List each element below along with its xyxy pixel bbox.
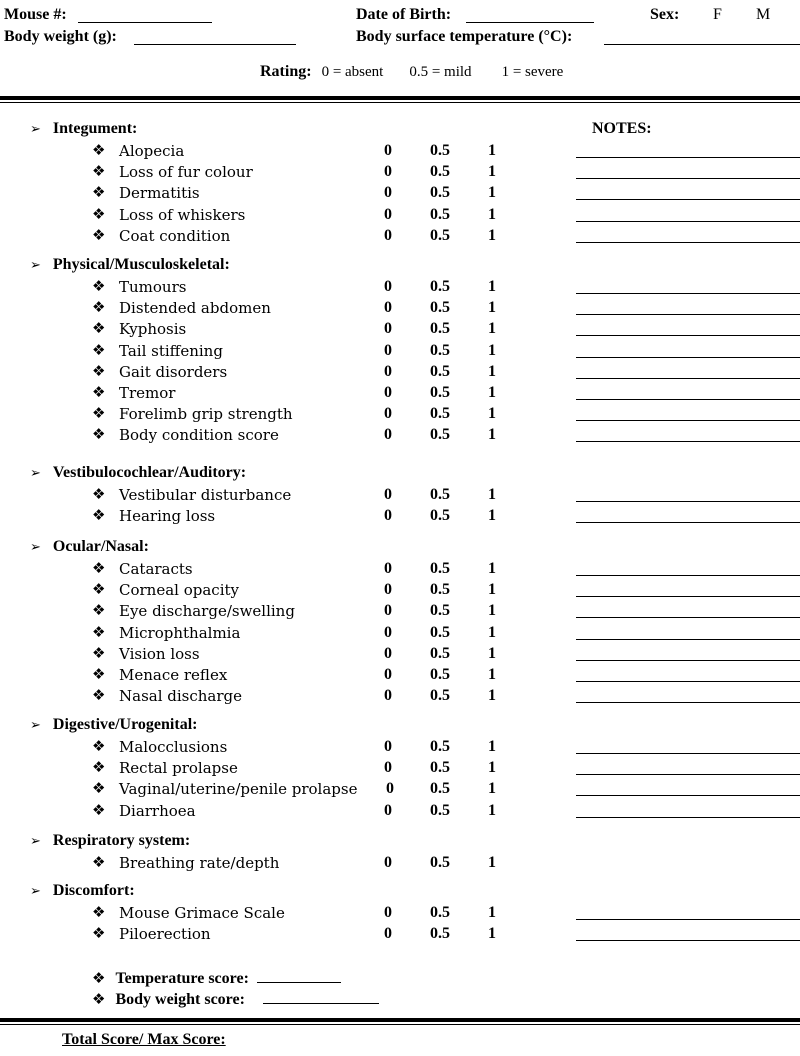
diamond-bullet-icon: ❖ (92, 506, 106, 525)
item-label: Dermatitis (119, 184, 200, 203)
section-title: Ocular/Nasal: (52, 538, 149, 555)
item-label: Nasal discharge (119, 687, 243, 706)
notes-line[interactable] (576, 753, 800, 754)
score-option-mild[interactable]: 0.5 (430, 507, 450, 525)
notes-label: NOTES: (592, 120, 652, 137)
sex-label: Sex: (650, 6, 680, 23)
score-option-mild[interactable]: 0.5 (430, 184, 450, 202)
notes-line[interactable] (576, 293, 800, 294)
score-option-mild[interactable]: 0.5 (430, 341, 450, 359)
diamond-bullet-icon: ❖ (92, 758, 106, 777)
score-option-absent[interactable]: 0 (384, 687, 392, 705)
section-header (30, 538, 149, 556)
score-option-absent[interactable]: 0 (386, 780, 394, 798)
score-option-severe[interactable]: 1 (488, 602, 496, 620)
score-option-absent[interactable]: 0 (384, 184, 392, 202)
section-header (30, 882, 135, 900)
item-label: Microphthalmia (119, 623, 241, 642)
notes-line[interactable] (576, 617, 800, 618)
item-label: Forelimb grip strength (119, 405, 293, 424)
item-label: Breathing rate/depth (119, 854, 280, 872)
diamond-bullet-icon: ❖ (92, 277, 106, 295)
diamond-bullet-icon: ❖ (92, 361, 106, 380)
arrow-bullet-icon: ➢ (30, 884, 41, 899)
item-label: Eye discharge/swelling (119, 602, 295, 621)
body-weight-field[interactable] (134, 30, 296, 50)
notes-line[interactable] (576, 919, 800, 920)
score-option-absent[interactable]: 0 (384, 904, 392, 921)
notes-line[interactable] (576, 596, 800, 597)
item-label: Loss of fur colour (119, 163, 253, 182)
temperature-score-row (92, 968, 341, 988)
score-option-mild[interactable]: 0.5 (430, 738, 450, 755)
score-option-severe[interactable]: 1 (488, 560, 496, 577)
notes-line[interactable] (576, 940, 800, 941)
item-label: Coat condition (119, 226, 231, 245)
notes-line[interactable] (576, 399, 800, 400)
section-header (30, 256, 230, 274)
diamond-bullet-icon: ❖ (92, 141, 106, 159)
section-header (30, 716, 197, 734)
score-option-absent[interactable]: 0 (384, 205, 392, 223)
dob-label: Date of Birth: (356, 6, 452, 23)
score-option-severe[interactable]: 1 (488, 226, 496, 244)
score-option-absent[interactable]: 0 (384, 666, 392, 683)
score-option-severe[interactable]: 1 (488, 163, 496, 181)
section-header (30, 120, 137, 138)
notes-line[interactable] (576, 221, 800, 222)
score-option-absent[interactable]: 0 (384, 384, 392, 401)
item-label: Tail stiffening (119, 341, 223, 360)
arrow-bullet-icon: ➢ (30, 834, 41, 849)
item-label: Vestibular disturbance (119, 486, 292, 504)
notes-line[interactable] (576, 242, 800, 243)
score-option-absent[interactable]: 0 (384, 759, 392, 777)
score-option-absent[interactable]: 0 (384, 801, 392, 819)
rating-label: Rating: (260, 63, 312, 80)
score-option-severe[interactable]: 1 (488, 278, 496, 295)
diamond-bullet-icon: ❖ (92, 969, 106, 987)
notes-line[interactable] (576, 335, 800, 336)
rating-absent: 0 = absent (321, 64, 384, 80)
score-option-severe[interactable]: 1 (488, 801, 496, 819)
score-option-absent[interactable]: 0 (384, 320, 392, 338)
score-option-absent[interactable]: 0 (384, 226, 392, 244)
notes-line[interactable] (576, 639, 800, 640)
score-option-severe[interactable]: 1 (488, 780, 496, 798)
score-option-severe[interactable]: 1 (488, 486, 496, 503)
score-option-mild[interactable]: 0.5 (430, 854, 450, 871)
section-title: Respiratory system: (52, 832, 191, 849)
diamond-bullet-icon: ❖ (92, 903, 106, 921)
score-option-mild[interactable]: 0.5 (430, 687, 450, 705)
body-weight-score-row (92, 989, 379, 1009)
section-header (30, 464, 246, 482)
item-label: Kyphosis (119, 320, 187, 339)
score-option-absent[interactable]: 0 (384, 854, 392, 871)
diamond-bullet-icon: ❖ (92, 298, 106, 317)
score-option-absent[interactable]: 0 (384, 299, 392, 317)
score-option-severe[interactable]: 1 (488, 581, 496, 599)
diamond-bullet-icon: ❖ (92, 800, 106, 819)
diamond-bullet-icon: ❖ (92, 686, 106, 705)
sex-option-m[interactable]: M (756, 6, 771, 23)
score-option-severe[interactable]: 1 (488, 854, 496, 871)
score-option-mild[interactable]: 0.5 (430, 581, 450, 599)
score-option-mild[interactable]: 0.5 (430, 560, 450, 577)
score-option-severe[interactable]: 1 (488, 405, 496, 423)
score-option-severe[interactable]: 1 (488, 426, 496, 444)
rating-mild: 0.5 = mild (409, 64, 472, 80)
item-label: Piloerection (119, 925, 211, 944)
temperature-score-label: Temperature score: (115, 970, 249, 987)
score-option-severe[interactable]: 1 (488, 666, 496, 683)
diamond-bullet-icon: ❖ (92, 779, 106, 798)
score-option-absent[interactable]: 0 (384, 426, 392, 444)
item-label: Corneal opacity (119, 581, 239, 600)
score-option-absent[interactable]: 0 (384, 486, 392, 503)
item-label: Vision loss (119, 644, 200, 663)
notes-line[interactable] (576, 660, 800, 661)
diamond-bullet-icon: ❖ (92, 990, 106, 1008)
score-option-severe[interactable]: 1 (488, 184, 496, 202)
score-option-mild[interactable]: 0.5 (430, 666, 450, 683)
score-option-severe[interactable]: 1 (488, 384, 496, 401)
score-option-mild[interactable]: 0.5 (430, 320, 450, 338)
score-option-mild[interactable]: 0.5 (430, 644, 450, 662)
notes-line[interactable] (576, 357, 800, 358)
rating-legend (260, 63, 563, 81)
score-option-absent[interactable]: 0 (384, 362, 392, 380)
score-option-mild[interactable]: 0.5 (430, 602, 450, 620)
section-title: Vestibulocochlear/Auditory: (52, 464, 247, 481)
arrow-bullet-icon: ➢ (30, 466, 41, 481)
notes-line[interactable] (576, 441, 800, 442)
diamond-bullet-icon: ❖ (92, 485, 106, 503)
diamond-bullet-icon: ❖ (92, 319, 106, 338)
score-option-absent[interactable]: 0 (384, 163, 392, 181)
bottom-rule-thin (0, 1024, 800, 1025)
body-weight-score-field[interactable] (263, 989, 379, 1004)
score-option-severe[interactable]: 1 (488, 341, 496, 359)
diamond-bullet-icon: ❖ (92, 737, 106, 755)
diamond-bullet-icon: ❖ (92, 204, 106, 223)
item-label: Rectal prolapse (119, 759, 238, 778)
body-temp-field[interactable] (604, 30, 800, 50)
score-option-severe[interactable]: 1 (488, 362, 496, 380)
score-option-mild[interactable]: 0.5 (430, 426, 450, 444)
score-option-severe[interactable]: 1 (488, 644, 496, 662)
diamond-bullet-icon: ❖ (92, 665, 106, 683)
notes-line[interactable] (576, 420, 800, 421)
arrow-bullet-icon: ➢ (30, 718, 41, 733)
section-title: Physical/Musculoskeletal: (52, 256, 230, 273)
arrow-bullet-icon: ➢ (30, 122, 41, 137)
score-option-absent[interactable]: 0 (384, 341, 392, 359)
score-option-absent[interactable]: 0 (384, 142, 392, 159)
diamond-bullet-icon: ❖ (92, 404, 106, 423)
item-label: Malocclusions (119, 738, 228, 756)
score-option-absent[interactable]: 0 (384, 278, 392, 295)
diamond-bullet-icon: ❖ (92, 383, 106, 401)
top-rule-thick (0, 96, 800, 100)
body-weight-label: Body weight (g): (4, 28, 117, 45)
score-option-absent[interactable]: 0 (384, 738, 392, 755)
diamond-bullet-icon: ❖ (92, 162, 106, 181)
section-title: Discomfort: (52, 882, 135, 899)
item-label: Body condition score (119, 426, 279, 445)
notes-line[interactable] (576, 702, 800, 703)
notes-line[interactable] (576, 575, 800, 576)
score-option-mild[interactable]: 0.5 (430, 801, 450, 819)
diamond-bullet-icon: ❖ (92, 853, 106, 871)
body-temp-label: Body surface temperature (°C): (356, 28, 573, 45)
notes-line[interactable] (576, 522, 800, 523)
item-label: Vaginal/uterine/penile prolapse (119, 780, 358, 799)
section-title: Digestive/Urogenital: (52, 716, 198, 733)
score-option-absent[interactable]: 0 (384, 623, 392, 641)
item-label: Gait disorders (119, 362, 228, 381)
notes-line[interactable] (576, 795, 800, 796)
bottom-rule-thick (0, 1018, 800, 1022)
item-label: Distended abdomen (119, 299, 271, 318)
diamond-bullet-icon: ❖ (92, 340, 106, 359)
score-option-mild[interactable]: 0.5 (430, 205, 450, 223)
item-label: Alopecia (119, 142, 185, 160)
notes-line[interactable] (576, 817, 800, 818)
score-option-mild[interactable]: 0.5 (430, 142, 450, 159)
notes-line[interactable] (576, 178, 800, 179)
score-option-absent[interactable]: 0 (384, 507, 392, 525)
score-option-severe[interactable]: 1 (488, 925, 496, 943)
arrow-bullet-icon: ➢ (30, 540, 41, 555)
item-label: Tremor (119, 384, 176, 402)
item-label: Diarrhoea (119, 801, 196, 820)
notes-line[interactable] (576, 199, 800, 200)
score-option-mild[interactable]: 0.5 (430, 904, 450, 921)
notes-line[interactable] (576, 681, 800, 682)
notes-line[interactable] (576, 501, 800, 502)
score-option-mild[interactable]: 0.5 (430, 163, 450, 181)
notes-line[interactable] (576, 157, 800, 158)
diamond-bullet-icon: ❖ (92, 580, 106, 599)
score-option-mild[interactable]: 0.5 (430, 362, 450, 380)
section-title: Integument: (52, 120, 138, 137)
score-option-absent[interactable]: 0 (384, 560, 392, 577)
score-option-mild[interactable]: 0.5 (430, 405, 450, 423)
notes-line[interactable] (576, 774, 800, 775)
item-label: Tumours (119, 278, 187, 296)
diamond-bullet-icon: ❖ (92, 601, 106, 620)
score-option-severe[interactable]: 1 (488, 759, 496, 777)
sex-option-f[interactable]: F (713, 6, 722, 23)
body-weight-score-label: Body weight score: (115, 991, 245, 1008)
item-label: Cataracts (119, 560, 193, 578)
score-option-severe[interactable]: 1 (488, 299, 496, 317)
score-option-severe[interactable]: 1 (488, 142, 496, 159)
score-option-mild[interactable]: 0.5 (430, 486, 450, 503)
rating-severe: 1 = severe (501, 64, 564, 80)
mouse-number-label: Mouse #: (4, 6, 67, 23)
section-header (30, 832, 190, 850)
score-option-absent[interactable]: 0 (384, 405, 392, 423)
score-option-severe[interactable]: 1 (488, 623, 496, 641)
score-option-severe[interactable]: 1 (488, 904, 496, 921)
score-option-severe[interactable]: 1 (488, 687, 496, 705)
score-option-mild[interactable]: 0.5 (430, 299, 450, 317)
diamond-bullet-icon: ❖ (92, 643, 106, 662)
mouse-number-field[interactable] (78, 8, 212, 28)
score-option-mild[interactable]: 0.5 (430, 278, 450, 295)
top-rule-thin (0, 102, 800, 103)
score-option-mild[interactable]: 0.5 (430, 623, 450, 641)
score-option-severe[interactable]: 1 (488, 320, 496, 338)
score-option-absent[interactable]: 0 (384, 581, 392, 599)
score-option-mild[interactable]: 0.5 (430, 226, 450, 244)
total-score-label: Total Score/ Max Score: (62, 1031, 226, 1048)
diamond-bullet-icon: ❖ (92, 924, 106, 943)
notes-line[interactable] (576, 314, 800, 315)
score-option-mild[interactable]: 0.5 (430, 759, 450, 777)
diamond-bullet-icon: ❖ (92, 183, 106, 202)
score-option-mild[interactable]: 0.5 (430, 780, 450, 798)
diamond-bullet-icon: ❖ (92, 559, 106, 577)
notes-line[interactable] (576, 378, 800, 379)
score-option-absent[interactable]: 0 (384, 644, 392, 662)
item-label: Loss of whiskers (119, 205, 246, 224)
score-option-absent[interactable]: 0 (384, 925, 392, 943)
dob-field[interactable] (466, 8, 594, 28)
item-label: Menace reflex (119, 666, 228, 684)
item-label: Hearing loss (119, 507, 216, 526)
item-label: Mouse Grimace Scale (119, 904, 285, 922)
score-option-severe[interactable]: 1 (488, 205, 496, 223)
score-option-severe[interactable]: 1 (488, 738, 496, 755)
diamond-bullet-icon: ❖ (92, 622, 106, 641)
score-option-mild[interactable]: 0.5 (430, 384, 450, 401)
arrow-bullet-icon: ➢ (30, 258, 41, 273)
temperature-score-field[interactable] (257, 968, 341, 983)
score-option-severe[interactable]: 1 (488, 507, 496, 525)
score-option-mild[interactable]: 0.5 (430, 925, 450, 943)
diamond-bullet-icon: ❖ (92, 225, 106, 244)
diamond-bullet-icon: ❖ (92, 425, 106, 444)
score-option-absent[interactable]: 0 (384, 602, 392, 620)
